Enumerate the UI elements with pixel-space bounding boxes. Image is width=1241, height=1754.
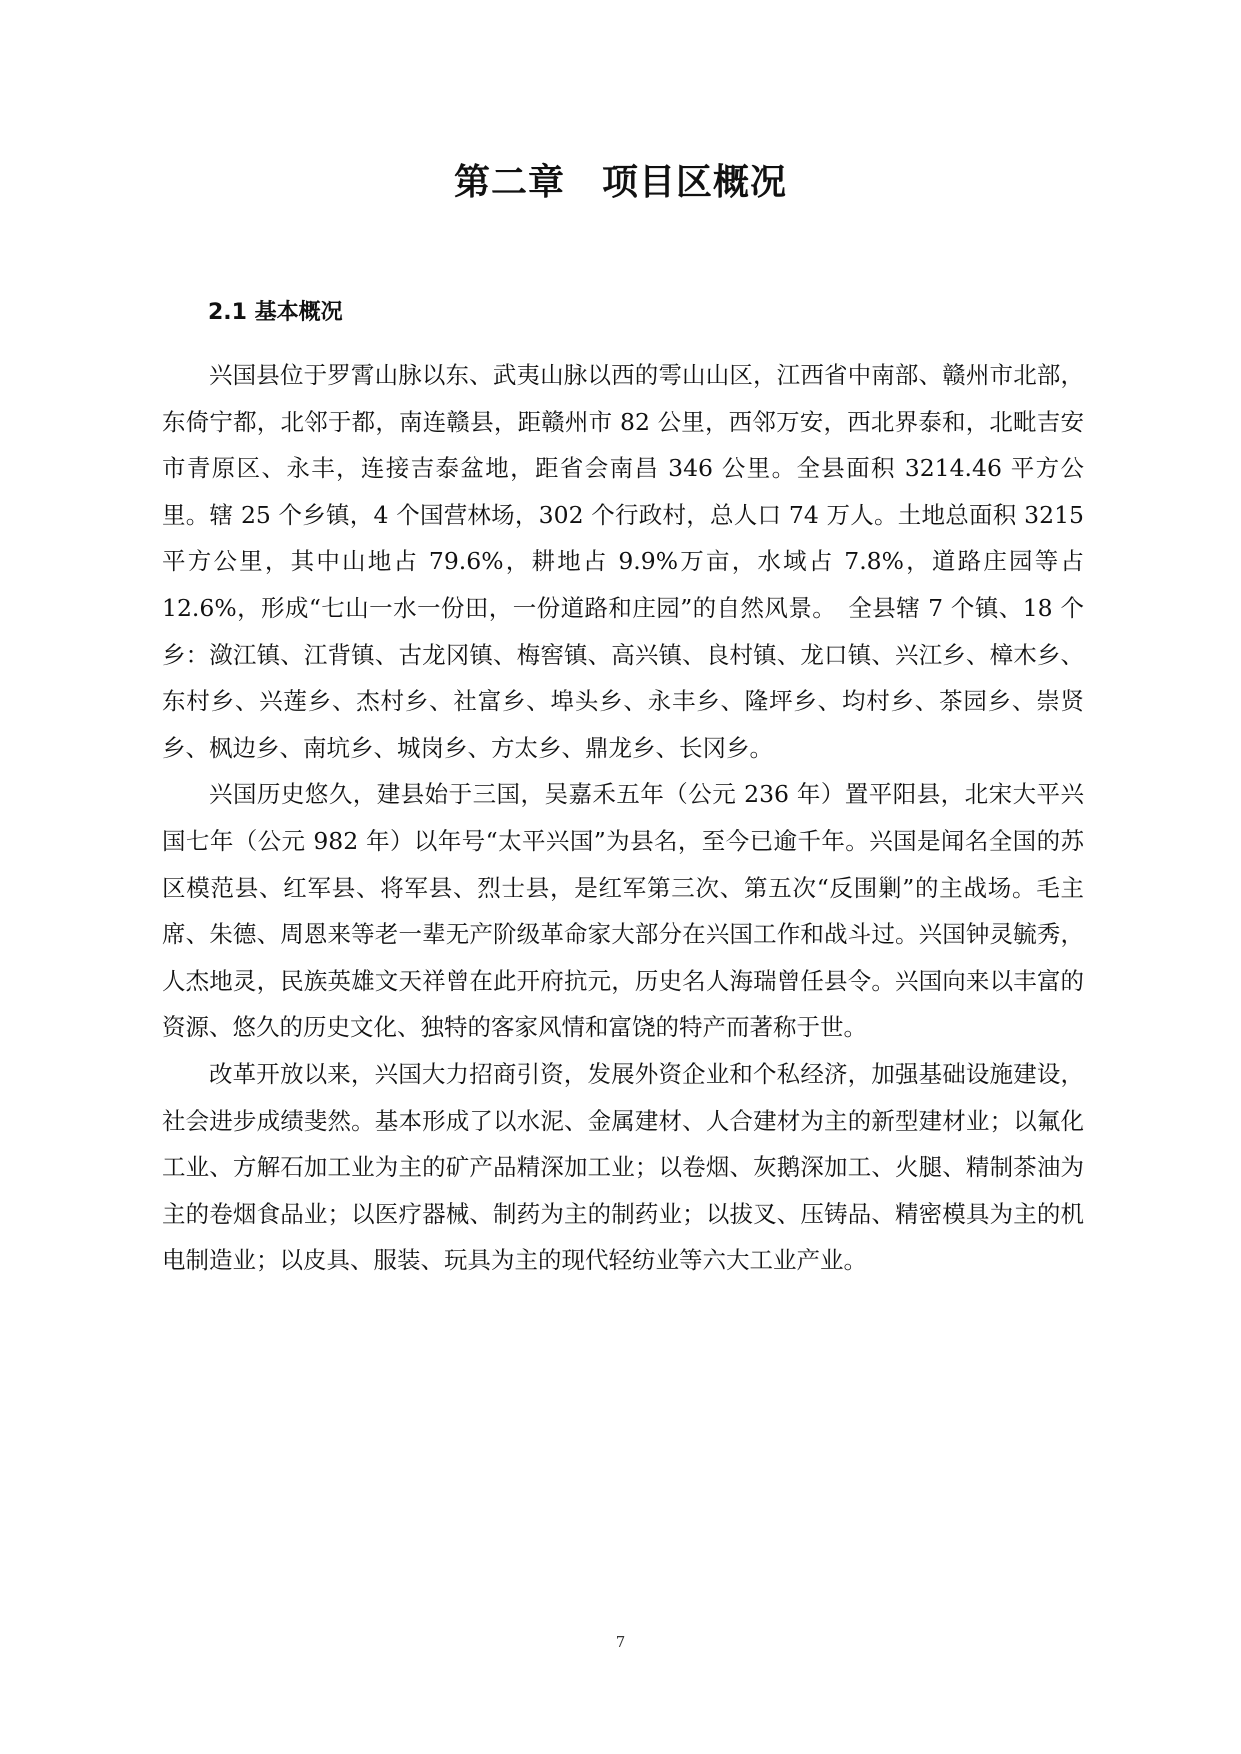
section-heading: 2.1 基本概况: [208, 300, 343, 325]
chapter-title: 第二章 项目区概况: [453, 162, 787, 203]
paragraph-location: 兴国县位于罗霄山脉以东、武夷山脉以西的雩山山区，江西省中南部、赣州市北部，东倚宁都，北邻于都，南连赣县，距赣州市 82 公里，西邻万安，西北界泰和，北毗吉安市青原区、永丰，连接吉泰盆地，距省会南昌 346 公里。全县面积 3214.46 平方公里。辖 25 个乡镇，4 个国营林场，302 个行政村，总人口 74 万人。土地总面积 3215 平方公里，其中山地占 79.6%，耕地占 9.9%万亩，水域占 7.8%，道路庄园等占 12.6%，形成“七山一水一份田，一份道路和庄园”的自然风景。 全县辖 7 个镇、18 个乡：潋江镇、江背镇、古龙冈镇、梅窖镇、高兴镇、良村镇、龙口镇、兴江乡、樟木乡、东村乡、兴莲乡、杰村乡、社富乡、埠头乡、永丰乡、隆坪乡、均村乡、茶园乡、崇贤乡、枫边乡、南坑乡、城岗乡、方太乡、鼎龙乡、长冈乡。: [162, 361, 1092, 762]
paragraph-economy: 改革开放以来，兴国大力招商引资，发展外资企业和个私经济，加强基础设施建设，社会进步成绩斐然。基本形成了以水泥、金属建材、人合建材为主的新型建材业；以氟化工业、方解石加工业为主的矿产品精深加工业；以卷烟、灰鹅深加工、火腿、精制茶油为主的卷烟食品业；以医疗器械、制药为主的制药业；以拔叉、压铸品、精密模具为主的机电制造业；以皮具、服装、玩具为主的现代轻纺业等六大工业产业。: [162, 1059, 1084, 1275]
paragraph-history: 兴国历史悠久，建县始于三国，吴嘉禾五年（公元 236 年）置平阳县，北宋大平兴国七年（公元 982 年）以年号“太平兴国”为县名，至今已逾千年。兴国是闻名全国的苏区模范县、红军县、将军县、烈士县，是红军第三次、第五次“反围剿”的主战场。毛主席、朱德、周恩来等老一辈无产阶级革命家大部分在兴国工作和战斗过。兴国钟灵毓秀，人杰地灵，民族英雄文天祥曾在此开府抗元，历史名人海瑞曾任县令。兴国向来以丰富的资源、悠久的历史文化、独特的客家风情和富饶的特产而著称于世。: [162, 780, 1084, 1042]
body-text: [162, 352, 1092, 1284]
page-number: 7: [615, 1633, 626, 1651]
